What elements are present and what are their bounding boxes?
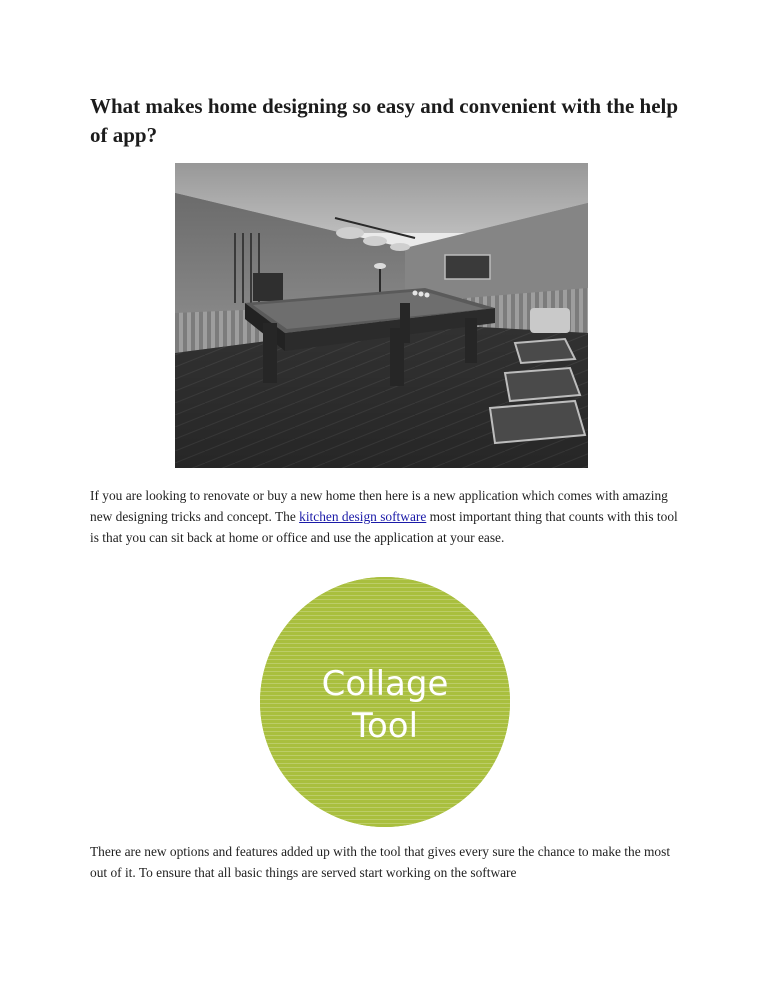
logo-line-2: Tool — [351, 706, 419, 746]
collage-tool-logo — [260, 577, 510, 827]
intro-paragraph — [90, 485, 690, 548]
article-title: What makes home designing so easy and convenient with the help of app? — [90, 94, 679, 147]
features-paragraph: There are new options and features added up with the tool that gives every sure the chance to make the most out of it. To ensure that all basic things are served start working on the software — [90, 844, 671, 880]
kitchen-design-software-link[interactable]: kitchen design software — [299, 509, 427, 524]
intro-text-before-link: If you are looking to renovate or buy a new home then here is a new application which comes with amazing new designing tricks and concept. The — [90, 488, 668, 524]
logo-line-1: Collage — [321, 664, 449, 704]
billiard-room-photo — [175, 163, 588, 468]
intro-text-after-link: most important thing that counts with this tool is that you can sit back at home or office and use the application at your ease. — [90, 509, 678, 545]
